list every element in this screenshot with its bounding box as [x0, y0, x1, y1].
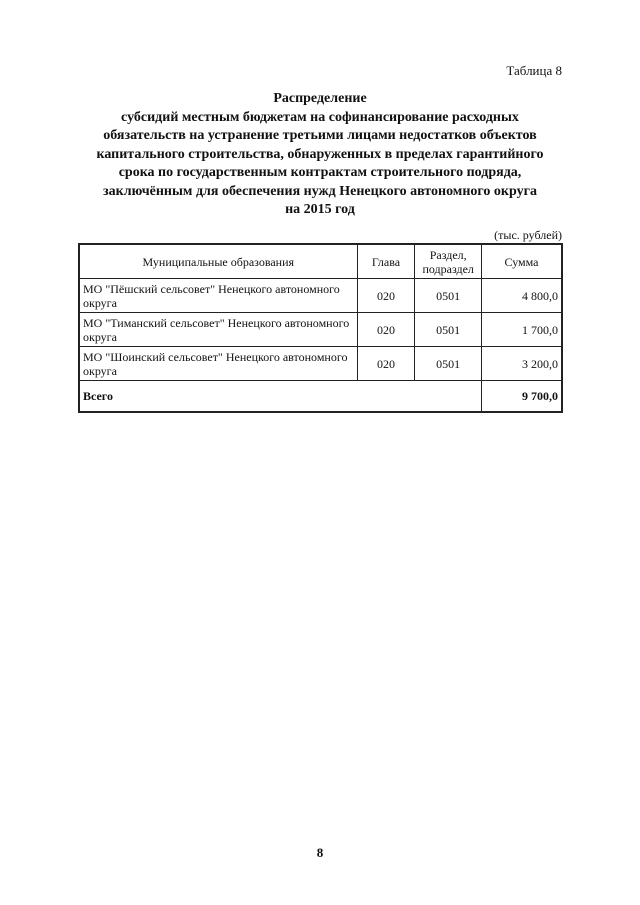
- row-chapter: 020: [357, 347, 415, 381]
- title-line: на 2015 год: [285, 202, 355, 217]
- header-chapter: Глава: [357, 244, 415, 279]
- row-municipality: МО "Шоинский сельсовет" Ненецкого автономного округа: [79, 347, 357, 381]
- page-number: 8: [316, 845, 324, 860]
- table-row: [79, 313, 562, 347]
- title-line: субсидий местным бюджетам на софинансирование расходных: [121, 109, 519, 125]
- row-chapter: 020: [357, 279, 415, 313]
- header-sum: Сумма: [481, 244, 562, 279]
- row-section: 0501: [415, 347, 482, 381]
- table-number-label: Таблица 8: [506, 63, 562, 78]
- document-title: [60, 90, 580, 220]
- title-line: обязательств на устранение третьими лицами недостатков объектов: [103, 128, 537, 143]
- subsidy-table: [78, 243, 563, 413]
- row-chapter: 020: [357, 313, 415, 347]
- table-total-row: [79, 381, 562, 413]
- table-row: [79, 347, 562, 381]
- header-section: Раздел, подраздел: [415, 244, 482, 279]
- total-sum: 9 700,0: [481, 381, 562, 413]
- row-municipality: МО "Тиманский сельсовет" Ненецкого автономного округа: [79, 313, 357, 347]
- title-line: заключённым для обеспечения нужд Ненецкого автономного округа: [103, 183, 537, 199]
- row-sum: 4 800,0: [481, 279, 562, 313]
- row-sum: 3 200,0: [481, 347, 562, 381]
- table-header-row: [79, 244, 562, 279]
- row-sum: 1 700,0: [481, 313, 562, 347]
- title-line: Распределение: [273, 91, 367, 106]
- row-section: 0501: [415, 279, 482, 313]
- title-line: срока по государственным контрактам строительного подряда,: [118, 165, 522, 180]
- row-section: 0501: [415, 313, 482, 347]
- units-label: (тыс. рублей): [494, 228, 562, 242]
- row-municipality: МО "Пёшский сельсовет" Ненецкого автономного округа: [79, 279, 357, 313]
- header-municipality: Муниципальные образования: [79, 244, 357, 279]
- table-row: [79, 279, 562, 313]
- total-label: Всего: [79, 381, 481, 413]
- title-line: капитального строительства, обнаруженных в пределах гарантийного: [96, 146, 544, 162]
